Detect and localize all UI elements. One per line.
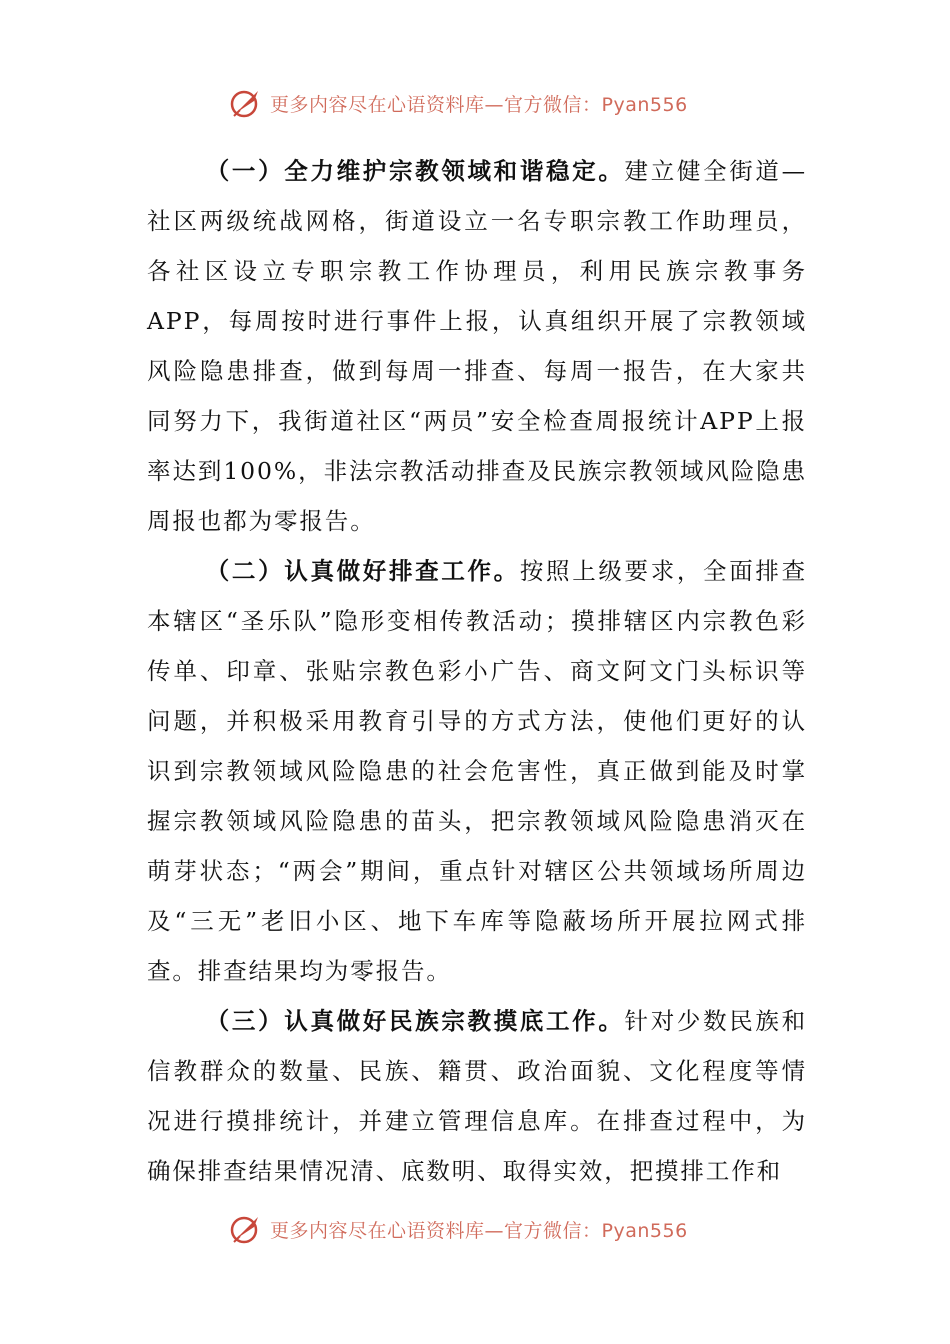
paragraph-text: 建立健全街道—社区两级统战网格，街道设立一名专职宗教工作助理员，各社区设立专职宗教工作协理员，利用民族宗教事务APP，每周按时进行事件上报，认真组织开展了宗教领域风险隐患排查，做到每周一排查、每周一报告，在大家共同努力下，我街道社区“两员”安全检查周报统计APP上报率达到100%，非法宗教活动排查及民族宗教领域风险隐患周报也都为零报告。 [147, 157, 807, 535]
paragraph-2 [147, 546, 807, 996]
paragraph-text: 按照上级要求，全面排查本辖区“圣乐队”隐形变相传教活动；摸排辖区内宗教色彩传单、印章、张贴宗教色彩小广告、商文阿文门头标识等问题，并积极采用教育引导的方式方法，使他们更好的认识到宗教领域风险隐患的社会危害性，真正做到能及时掌握宗教领域风险隐患的苗头，把宗教领域风险隐患消灭在萌芽状态；“两会”期间，重点针对辖区公共领域场所周边及“三无”老旧小区、地下车库等隐蔽场所开展拉网式排查。排查结果均为零报告。 [147, 557, 807, 985]
paragraph-heading: （三）认真做好民族宗教摸底工作。 [205, 1007, 625, 1035]
quill-logo-icon [228, 85, 264, 121]
paragraph-1 [147, 146, 807, 546]
document-body [147, 146, 807, 1196]
quill-logo-icon [228, 1211, 264, 1247]
banner-text: 更多内容尽在心语资料库—官方微信：Pyan556 [270, 93, 688, 116]
paragraph-text: 针对少数民族和信教群众的数量、民族、籍贯、政治面貌、文化程度等情况进行摸排统计，并建立管理信息库。在排查过程中，为确保排查结果情况清、底数明、取得实效，把摸排工作和 [147, 1007, 807, 1185]
paragraph-3 [147, 996, 807, 1196]
paragraph-heading: （一）全力维护宗教领域和谐稳定。 [205, 157, 625, 185]
footer-watermark-banner [228, 1209, 748, 1249]
paragraph-heading: （二）认真做好排查工作。 [205, 557, 520, 585]
header-watermark-banner [228, 83, 748, 123]
banner-text: 更多内容尽在心语资料库—官方微信：Pyan556 [270, 1219, 688, 1242]
